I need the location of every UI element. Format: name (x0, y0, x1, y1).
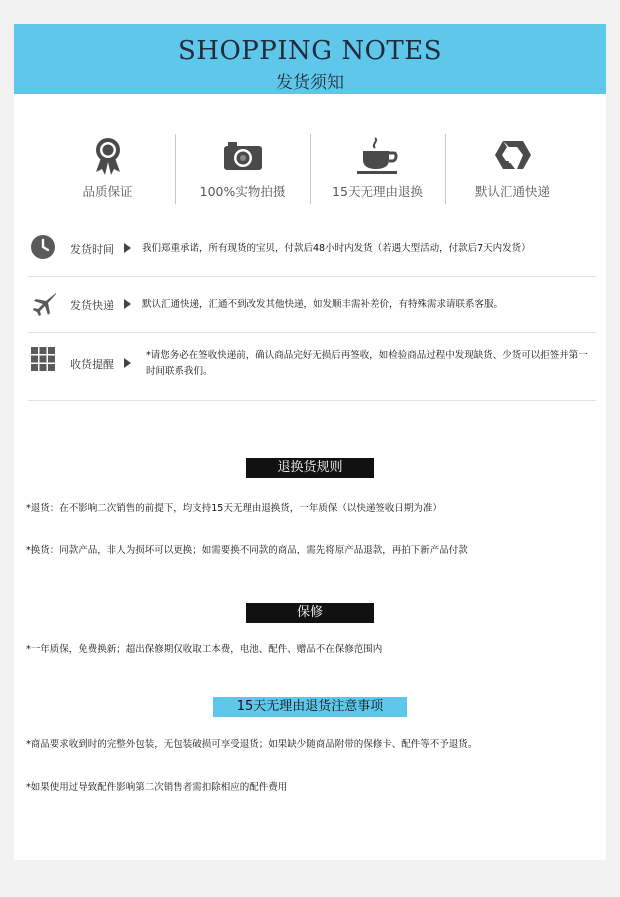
divider (28, 400, 596, 401)
info-text: 我们郑重承诺，所有现货的宝贝，付款后48小时内发货（若遇大型活动，付款后7天内发货） (142, 243, 531, 254)
feature-quality (40, 130, 175, 206)
section-title-warranty: 保修 (246, 603, 374, 623)
info-row-shipping-time (28, 234, 596, 262)
feature-label: 品质保证 (82, 184, 133, 199)
info-label: 发货快递 (70, 299, 114, 312)
divider (28, 332, 596, 333)
camera-icon (175, 136, 310, 176)
section-title-notes: 15天无理由退货注意事项 (213, 697, 407, 717)
info-text: *请您务必在签收快递前，确认商品完好无损后再签收，如检验商品过程中发现缺货、少货可以拒签并第一时间联系我们。 (146, 350, 588, 377)
rule-warranty: *一年质保，免费换新；超出保修期仅收取工本费，电池、配件、赠品不在保修范围内 (26, 644, 383, 655)
award-ribbon-icon (40, 136, 175, 176)
features-row (40, 130, 580, 206)
feature-label: 100%实物拍摄 (199, 184, 286, 199)
rule-exchange: *换货：同款产品，非人为损坏可以更换；如需要换不同款的商品，需先将原产品退款，再拍下新产品付款 (26, 545, 468, 556)
header-title-en: SHOPPING NOTES (177, 36, 443, 66)
feature-label: 默认汇通快递 (474, 184, 550, 199)
divider (28, 276, 596, 277)
airplane-icon (30, 290, 58, 318)
courier-logo-icon (445, 136, 580, 176)
info-label: 发货时间 (70, 243, 114, 256)
info-row-receipt (28, 346, 596, 382)
coffee-cup-icon (310, 136, 445, 176)
header-title-cn: 发货须知 (276, 73, 344, 93)
feature-courier (445, 130, 580, 206)
page-header (14, 24, 606, 94)
arrow-right-icon (124, 358, 131, 368)
feature-return (310, 130, 445, 206)
feature-label: 15天无理由退换 (332, 184, 423, 199)
rule-accessories: *如果使用过导致配件影响第二次销售者需扣除相应的配件费用 (26, 782, 288, 793)
info-row-courier (28, 290, 596, 318)
rule-package: *商品要求收到时的完整外包装，无包装破损可享受退货；如果缺少随商品附带的保修卡、配件等不予退货。 (26, 739, 478, 750)
feature-photo (175, 130, 310, 206)
arrow-right-icon (124, 299, 131, 309)
info-label: 收货提醒 (70, 358, 114, 371)
rule-return: *退货：在不影响二次销售的前提下，均支持15天无理由退换货，一年质保（以快递签收日期为准） (26, 503, 442, 514)
info-text: 默认汇通快递，汇通不到改发其他快递，如发顺丰需补差价，有特殊需求请联系客服。 (142, 299, 504, 310)
section-title-returns: 退换货规则 (246, 458, 374, 478)
arrow-right-icon (124, 243, 131, 253)
grid-icon (30, 346, 58, 374)
clock-icon (30, 234, 58, 262)
